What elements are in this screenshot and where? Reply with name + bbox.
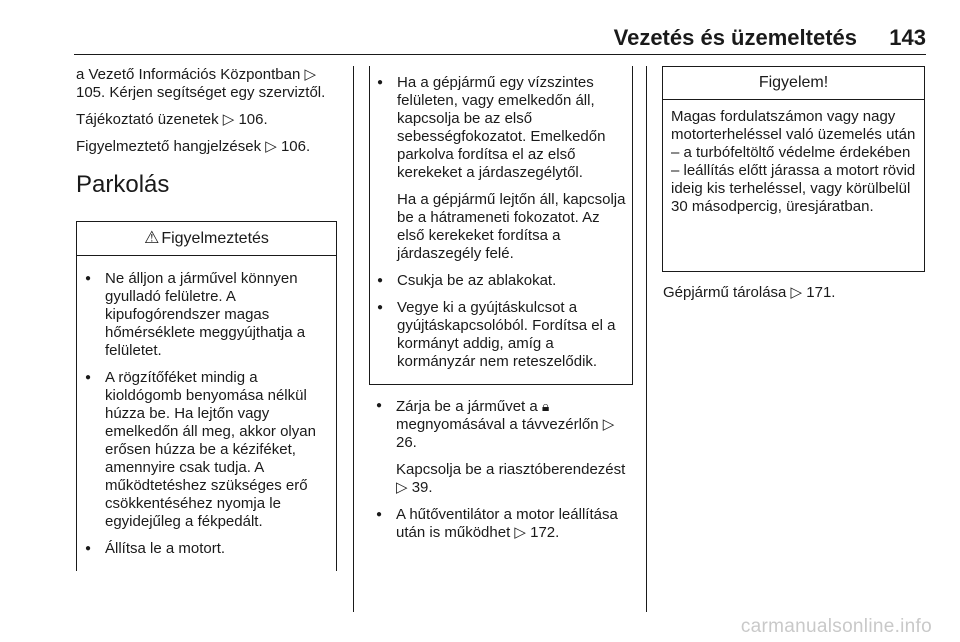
list-item: ● Ha a gépjármű egy vízszintes felületen, vagy emelkedőn áll, kapcsolja be az első sebességfokozatot. Emelkedőn parkolva fordítsa el az első kerekeket a járdaszegélytől. Ha a gépjármű lejtőn áll, kapcsolja be a hátrameneti fokozatot. Az első kerekeket fordítsa a járdaszegély felé. <box>373 74 626 263</box>
paragraph-info-messages: Tájékoztató üzenetek ▷ 106. <box>76 111 268 128</box>
list-item: ● Állítsa le a motort. <box>81 540 328 558</box>
page-number: 143 <box>889 25 926 50</box>
list-item: ● A rögzítőféket mindig a kioldógomb benyomása nélkül húzza be. Ha lejtőn vagy emelkedőn áll meg, akkor olyan erősen húzza be a kéziféket, amennyire csak tudja. A működtetéshez szükséges erő csökkentéséhez nyomja le egyidejűleg a fékpedált. <box>81 369 328 531</box>
page-header-title: Vezetés és üzemeltetés <box>613 25 857 50</box>
column-1 <box>76 66 336 209</box>
paragraph-warning-chimes: Figyelmeztető hangjelzések ▷ 106. <box>76 138 311 155</box>
parking-steps-box <box>369 66 633 385</box>
warning-box-header <box>77 222 336 256</box>
paragraph-vehicle-storage: Gépjármű tárolása ▷ 171. <box>663 284 836 301</box>
watermark: carmanualsonline.info <box>740 616 932 637</box>
caution-box-text: Magas fordulatszámon vagy nagy motorterheléssel való üzemelés után – a turbófeltöltő védelme érdekében – leállítás előtt járassa a motort rövid ideig kis terheléssel, vagy körülbelül 30 másodpercig, üresjáratban. <box>671 108 916 215</box>
list-item: ● Ne álljon a járművel könnyen gyulladó felületre. A kipufogórendszer magas hőmérséklete meggyújthatja a felületet. <box>81 270 328 360</box>
caution-box-title: Figyelem! <box>663 67 924 100</box>
warning-list <box>77 256 336 558</box>
column-divider-2 <box>646 66 647 612</box>
section-heading-parking: Parkolás <box>76 171 170 198</box>
list-item: ● Zárja be a járművet a 🔒︎ megnyomásával a távvezérlőn ▷ 26. Kapcsolja be a riasztóberendezést ▷ 39. <box>372 397 636 497</box>
parking-steps-list <box>370 66 632 371</box>
list-item: ● Vegye ki a gyújtáskulcsot a gyújtáskapcsolóból. Fordítsa el a kormányt addig, amíg a kormányzár nem reteszelődik. <box>373 299 626 371</box>
list-item: ● Csukja be az ablakokat. <box>373 272 626 290</box>
warning-box-title: Figyelmeztetés <box>161 230 269 247</box>
paragraph-vic: a Vezető Információs Központban ▷ 105. Kérjen segítséget egy szerviztől. <box>76 66 326 101</box>
caution-box <box>662 66 925 272</box>
header-rule <box>74 54 926 55</box>
lock-icon: 🔒︎ <box>541 398 550 414</box>
warning-box <box>76 221 337 571</box>
column-2-list <box>372 397 636 551</box>
list-item: ● A hűtőventilátor a motor leállítása után is működhet ▷ 172. <box>372 506 636 542</box>
column-divider-1 <box>353 66 354 612</box>
warning-triangle-icon: ⚠ <box>144 228 160 247</box>
